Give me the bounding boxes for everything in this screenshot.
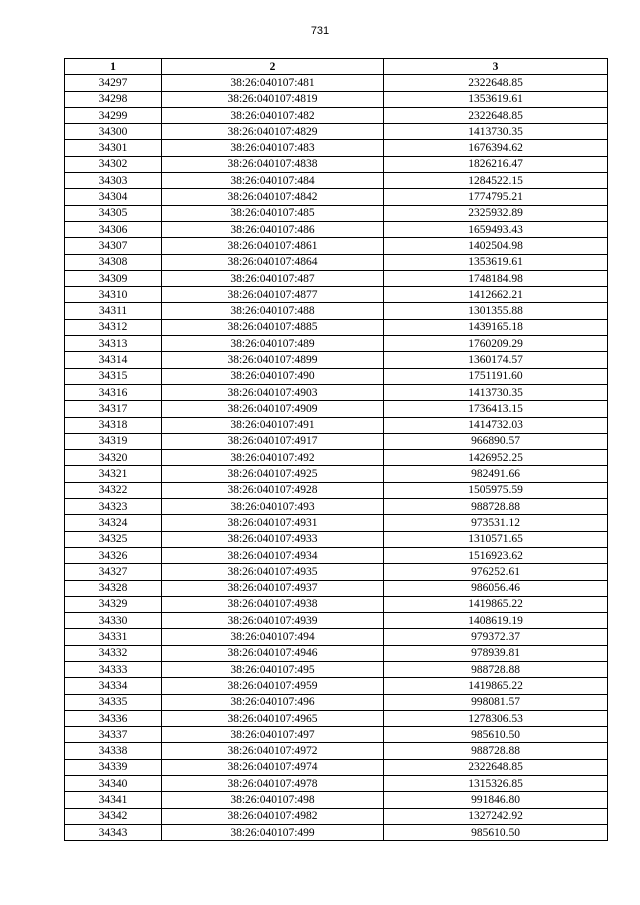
table-row xyxy=(65,368,608,384)
row-number-cell: 34304 xyxy=(65,189,162,205)
value-cell: 1774795.21 xyxy=(384,189,608,205)
row-number-cell: 34329 xyxy=(65,596,162,612)
value-cell: 973531.12 xyxy=(384,515,608,531)
value-cell: 985610.50 xyxy=(384,727,608,743)
table-row xyxy=(65,401,608,417)
value-cell: 985610.50 xyxy=(384,824,608,840)
cadastral-number-cell: 38:26:040107:499 xyxy=(162,824,384,840)
value-cell: 1419865.22 xyxy=(384,596,608,612)
row-number-cell: 34335 xyxy=(65,694,162,710)
cadastral-number-cell: 38:26:040107:4861 xyxy=(162,238,384,254)
value-cell: 978939.81 xyxy=(384,645,608,661)
value-cell: 1327242.92 xyxy=(384,808,608,824)
value-cell: 2322648.85 xyxy=(384,75,608,91)
cadastral-number-cell: 38:26:040107:4928 xyxy=(162,482,384,498)
row-number-cell: 34325 xyxy=(65,531,162,547)
cadastral-number-cell: 38:26:040107:481 xyxy=(162,75,384,91)
cadastral-number-cell: 38:26:040107:4829 xyxy=(162,124,384,140)
row-number-cell: 34315 xyxy=(65,368,162,384)
cadastral-number-cell: 38:26:040107:492 xyxy=(162,450,384,466)
table-row xyxy=(65,776,608,792)
table-row xyxy=(65,661,608,677)
value-cell: 1353619.61 xyxy=(384,254,608,270)
cadastral-number-cell: 38:26:040107:4965 xyxy=(162,710,384,726)
cadastral-number-cell: 38:26:040107:4974 xyxy=(162,759,384,775)
row-number-cell: 34318 xyxy=(65,417,162,433)
value-cell: 1360174.57 xyxy=(384,352,608,368)
table-row xyxy=(65,466,608,482)
value-cell: 1676394.62 xyxy=(384,140,608,156)
value-cell: 988728.88 xyxy=(384,499,608,515)
column-header-2: 2 xyxy=(162,59,384,75)
row-number-cell: 34320 xyxy=(65,450,162,466)
row-number-cell: 34299 xyxy=(65,107,162,123)
row-number-cell: 34300 xyxy=(65,124,162,140)
value-cell: 1751191.60 xyxy=(384,368,608,384)
row-number-cell: 34316 xyxy=(65,384,162,400)
table-row xyxy=(65,238,608,254)
table-row xyxy=(65,499,608,515)
table-row xyxy=(65,270,608,286)
cadastral-number-cell: 38:26:040107:490 xyxy=(162,368,384,384)
table-row xyxy=(65,482,608,498)
cadastral-number-cell: 38:26:040107:4939 xyxy=(162,613,384,629)
row-number-cell: 34303 xyxy=(65,173,162,189)
cadastral-number-cell: 38:26:040107:4935 xyxy=(162,564,384,580)
value-cell: 1278306.53 xyxy=(384,710,608,726)
table-row xyxy=(65,287,608,303)
row-number-cell: 34306 xyxy=(65,221,162,237)
value-cell: 1659493.43 xyxy=(384,221,608,237)
table-row xyxy=(65,189,608,205)
table-row xyxy=(65,173,608,189)
cadastral-number-cell: 38:26:040107:498 xyxy=(162,792,384,808)
cadastral-number-cell: 38:26:040107:4842 xyxy=(162,189,384,205)
table-row xyxy=(65,75,608,91)
value-cell: 1408619.19 xyxy=(384,613,608,629)
row-number-cell: 34327 xyxy=(65,564,162,580)
value-cell: 1402504.98 xyxy=(384,238,608,254)
table-row xyxy=(65,531,608,547)
column-header-1: 1 xyxy=(65,59,162,75)
value-cell: 966890.57 xyxy=(384,433,608,449)
value-cell: 988728.88 xyxy=(384,661,608,677)
table-row xyxy=(65,433,608,449)
row-number-cell: 34314 xyxy=(65,352,162,368)
cadastral-number-cell: 38:26:040107:4931 xyxy=(162,515,384,531)
row-number-cell: 34302 xyxy=(65,156,162,172)
cadastral-number-cell: 38:26:040107:4899 xyxy=(162,352,384,368)
value-cell: 998081.57 xyxy=(384,694,608,710)
value-cell: 991846.80 xyxy=(384,792,608,808)
row-number-cell: 34313 xyxy=(65,336,162,352)
table-row xyxy=(65,727,608,743)
cadastral-number-cell: 38:26:040107:4819 xyxy=(162,91,384,107)
cadastral-number-cell: 38:26:040107:4903 xyxy=(162,384,384,400)
cadastral-number-cell: 38:26:040107:484 xyxy=(162,173,384,189)
table-row xyxy=(65,254,608,270)
table-row xyxy=(65,352,608,368)
value-cell: 2322648.85 xyxy=(384,107,608,123)
cadastral-number-cell: 38:26:040107:4885 xyxy=(162,319,384,335)
table-row xyxy=(65,759,608,775)
row-number-cell: 34336 xyxy=(65,710,162,726)
cadastral-number-cell: 38:26:040107:4933 xyxy=(162,531,384,547)
value-cell: 1426952.25 xyxy=(384,450,608,466)
cadastral-number-cell: 38:26:040107:4917 xyxy=(162,433,384,449)
cadastral-number-cell: 38:26:040107:482 xyxy=(162,107,384,123)
value-cell: 2325932.89 xyxy=(384,205,608,221)
row-number-cell: 34297 xyxy=(65,75,162,91)
table-row xyxy=(65,645,608,661)
table-row xyxy=(65,613,608,629)
table-row xyxy=(65,824,608,840)
value-cell: 1760209.29 xyxy=(384,336,608,352)
page-number: 731 xyxy=(310,25,330,37)
row-number-cell: 34307 xyxy=(65,238,162,254)
table-row xyxy=(65,107,608,123)
table-row xyxy=(65,808,608,824)
row-number-cell: 34338 xyxy=(65,743,162,759)
row-number-cell: 34332 xyxy=(65,645,162,661)
cadastral-number-cell: 38:26:040107:494 xyxy=(162,629,384,645)
row-number-cell: 34339 xyxy=(65,759,162,775)
table-row xyxy=(65,205,608,221)
row-number-cell: 34334 xyxy=(65,678,162,694)
cadastral-number-cell: 38:26:040107:489 xyxy=(162,336,384,352)
row-number-cell: 34340 xyxy=(65,776,162,792)
value-cell: 988728.88 xyxy=(384,743,608,759)
cadastral-number-cell: 38:26:040107:4934 xyxy=(162,547,384,563)
row-number-cell: 34298 xyxy=(65,91,162,107)
row-number-cell: 34326 xyxy=(65,547,162,563)
cadastral-number-cell: 38:26:040107:483 xyxy=(162,140,384,156)
cadastral-number-cell: 38:26:040107:496 xyxy=(162,694,384,710)
cadastral-number-cell: 38:26:040107:4938 xyxy=(162,596,384,612)
table-row xyxy=(65,743,608,759)
cadastral-number-cell: 38:26:040107:4982 xyxy=(162,808,384,824)
row-number-cell: 34301 xyxy=(65,140,162,156)
value-cell: 1301355.88 xyxy=(384,303,608,319)
table-body xyxy=(65,75,608,841)
table-row xyxy=(65,792,608,808)
row-number-cell: 34341 xyxy=(65,792,162,808)
value-cell: 1826216.47 xyxy=(384,156,608,172)
table-row xyxy=(65,564,608,580)
table-row xyxy=(65,303,608,319)
cadastral-number-cell: 38:26:040107:4978 xyxy=(162,776,384,792)
table-row xyxy=(65,124,608,140)
value-cell: 986056.46 xyxy=(384,580,608,596)
table-row xyxy=(65,547,608,563)
value-cell: 1315326.85 xyxy=(384,776,608,792)
table-row xyxy=(65,694,608,710)
row-number-cell: 34311 xyxy=(65,303,162,319)
row-number-cell: 34342 xyxy=(65,808,162,824)
cadastral-number-cell: 38:26:040107:4937 xyxy=(162,580,384,596)
value-cell: 1419865.22 xyxy=(384,678,608,694)
cadastral-number-cell: 38:26:040107:491 xyxy=(162,417,384,433)
cadastral-number-cell: 38:26:040107:4838 xyxy=(162,156,384,172)
table-row xyxy=(65,221,608,237)
cadastral-number-cell: 38:26:040107:486 xyxy=(162,221,384,237)
row-number-cell: 34319 xyxy=(65,433,162,449)
table-row xyxy=(65,417,608,433)
row-number-cell: 34337 xyxy=(65,727,162,743)
table-row xyxy=(65,596,608,612)
row-number-cell: 34323 xyxy=(65,499,162,515)
value-cell: 1505975.59 xyxy=(384,482,608,498)
value-cell: 1310571.65 xyxy=(384,531,608,547)
value-cell: 1414732.03 xyxy=(384,417,608,433)
table-row xyxy=(65,629,608,645)
cadastral-number-cell: 38:26:040107:4877 xyxy=(162,287,384,303)
cadastral-value-table xyxy=(64,58,608,841)
cadastral-number-cell: 38:26:040107:488 xyxy=(162,303,384,319)
cadastral-number-cell: 38:26:040107:4972 xyxy=(162,743,384,759)
table-row xyxy=(65,336,608,352)
value-cell: 1413730.35 xyxy=(384,124,608,140)
row-number-cell: 34328 xyxy=(65,580,162,596)
row-number-cell: 34330 xyxy=(65,613,162,629)
column-header-3: 3 xyxy=(384,59,608,75)
cadastral-number-cell: 38:26:040107:4864 xyxy=(162,254,384,270)
table-row xyxy=(65,515,608,531)
row-number-cell: 34317 xyxy=(65,401,162,417)
value-cell: 1353619.61 xyxy=(384,91,608,107)
table-row xyxy=(65,91,608,107)
table-row xyxy=(65,319,608,335)
value-cell: 1439165.18 xyxy=(384,319,608,335)
table-row xyxy=(65,140,608,156)
table-header xyxy=(65,59,608,75)
value-cell: 1284522.15 xyxy=(384,173,608,189)
cadastral-number-cell: 38:26:040107:4925 xyxy=(162,466,384,482)
table-row xyxy=(65,450,608,466)
cadastral-number-cell: 38:26:040107:485 xyxy=(162,205,384,221)
value-cell: 1413730.35 xyxy=(384,384,608,400)
row-number-cell: 34305 xyxy=(65,205,162,221)
row-number-cell: 34324 xyxy=(65,515,162,531)
cadastral-number-cell: 38:26:040107:497 xyxy=(162,727,384,743)
table-row xyxy=(65,384,608,400)
cadastral-number-cell: 38:26:040107:4946 xyxy=(162,645,384,661)
cadastral-number-cell: 38:26:040107:4909 xyxy=(162,401,384,417)
row-number-cell: 34343 xyxy=(65,824,162,840)
row-number-cell: 34312 xyxy=(65,319,162,335)
header-row xyxy=(65,59,608,75)
cadastral-number-cell: 38:26:040107:493 xyxy=(162,499,384,515)
value-cell: 979372.37 xyxy=(384,629,608,645)
table-row xyxy=(65,678,608,694)
value-cell: 1748184.98 xyxy=(384,270,608,286)
row-number-cell: 34321 xyxy=(65,466,162,482)
table-row xyxy=(65,156,608,172)
row-number-cell: 34331 xyxy=(65,629,162,645)
table-row xyxy=(65,580,608,596)
value-cell: 982491.66 xyxy=(384,466,608,482)
row-number-cell: 34333 xyxy=(65,661,162,677)
value-cell: 1736413.15 xyxy=(384,401,608,417)
row-number-cell: 34309 xyxy=(65,270,162,286)
cadastral-number-cell: 38:26:040107:495 xyxy=(162,661,384,677)
row-number-cell: 34310 xyxy=(65,287,162,303)
table-row xyxy=(65,710,608,726)
cadastral-number-cell: 38:26:040107:487 xyxy=(162,270,384,286)
value-cell: 1516923.62 xyxy=(384,547,608,563)
cadastral-number-cell: 38:26:040107:4959 xyxy=(162,678,384,694)
value-cell: 1412662.21 xyxy=(384,287,608,303)
value-cell: 2322648.85 xyxy=(384,759,608,775)
row-number-cell: 34322 xyxy=(65,482,162,498)
value-cell: 976252.61 xyxy=(384,564,608,580)
row-number-cell: 34308 xyxy=(65,254,162,270)
